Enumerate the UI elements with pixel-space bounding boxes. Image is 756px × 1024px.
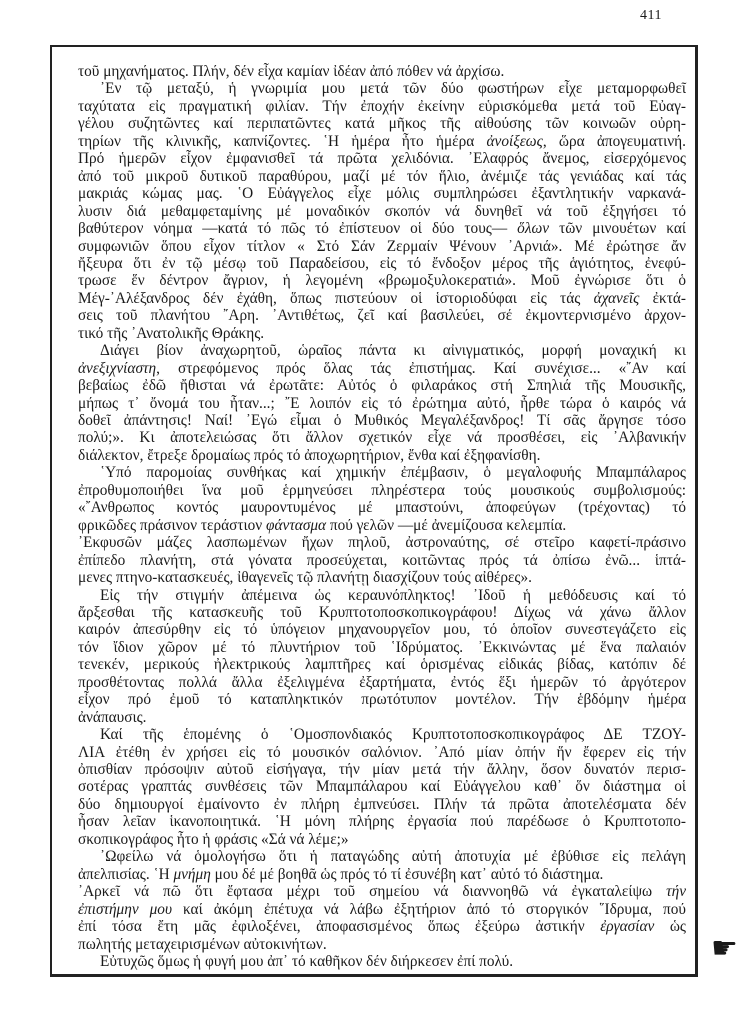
- text-segment: ὀπισθίαν πρόσοψιν αὐτοῦ εἰσήγαγα, τήν μίαν μετά τήν ἄλλην, ὅσον δυνατόν περισ-: [78, 761, 686, 778]
- text-line: [78, 883, 686, 900]
- text-segment: Διάγει βίον ἀναχωρητοῦ, ὡραῖος πάντα κι αἰνιγματικός, μορφή μοναχική κι: [100, 342, 686, 360]
- italic-text: ἐπιστήμην μου: [78, 900, 172, 918]
- italic-text: μνήμη: [173, 865, 211, 883]
- text-line: [78, 517, 686, 534]
- text-segment: τενεκέν, μερικούς ἠλεκτρικούς λαμπτῆρες καί ὁρισμένας εἰδικάς βίδας, κατόπιν δέ: [78, 656, 686, 674]
- text-line: [78, 639, 686, 656]
- text-segment: δοθεῖ ἀπάντησις! Ναί! ᾿Εγώ εἶμαι ὁ Μυθικός Μεγαλέξανδρος! Τί σᾶς ἄργησε τόσο: [78, 412, 686, 429]
- text-segment: τηρίων τῆς κλινικῆς, καπνίζοντες. ῾Η ἡμέρα ἦτο ἡμέρα: [78, 132, 487, 150]
- text-line: [78, 307, 686, 324]
- text-line: [78, 115, 686, 132]
- text-segment: Καί τῆς ἑπομένης ὁ ῾Ομοσπονδιακός Κρυπτοτοποσκοπικογράφος ΔΕ ΤΖΟΥ-: [100, 726, 686, 744]
- pointing-hand-icon: ☛: [711, 931, 738, 966]
- italic-text: τήν: [666, 883, 686, 901]
- text-segment: ἄρξεσθαι τῆς κατασκευῆς τοῦ Κρυπτοτοποσκοπικογράφου! Δίχως νά χάνω ἄλλον: [78, 603, 686, 621]
- page-number: 411: [640, 8, 662, 23]
- text-line: [78, 272, 686, 289]
- italic-text: ἀνοίξεως: [486, 132, 543, 150]
- text-segment: σκοπικογράφος ἦτο ἡ φράσις «Σά νά λέμε;»: [78, 830, 349, 848]
- text-segment: βαθύτερον νόημα —κατά τό πῶς τό ἐπίστευον οἱ δύο τους—: [78, 220, 518, 238]
- text-line: [78, 744, 686, 761]
- text-line: [78, 133, 686, 150]
- text-line: [78, 98, 686, 115]
- italic-text: φάντασμα: [266, 516, 327, 534]
- text-segment: , στρεφόμενος πρός ὅλας τάς ἐπιστήμας. Καί συνέχισε... «῎Αν καί: [156, 359, 686, 377]
- text-line: [78, 621, 686, 638]
- text-line: [78, 499, 686, 516]
- text-line: [78, 360, 686, 377]
- text-segment: πού γελῶν —μέ ἀνεμίζουσα κελεμπία.: [326, 516, 567, 534]
- text-segment: ᾿Εκφυσῶν μάζες λασπωμένων ἤχων πηλοῦ, ἀστροναύτης, σέ στεῖρο καφετί-πράσινο: [78, 534, 686, 552]
- text-segment: σεις τοῦ πλανήτου ῎Αρη. ᾿Αντιθέτως, ζεῖ καί βασιλεύει, σέ ἐκμοντερνισμένο ἀρχον-: [78, 307, 686, 325]
- text-segment: τῶν μινουέτων καί: [549, 220, 686, 238]
- text-line: [78, 447, 686, 464]
- italic-text: ἀνεξιχνίαστη: [78, 359, 157, 377]
- text-segment: ἦσαν λεῖαν ἱκανοποιητικά. ῾Η μόνη πλήρης ἐργασία πού παρέδωσε ὁ Κρυπτοτοπο-: [78, 813, 686, 831]
- text-line: [78, 325, 686, 342]
- text-line: [78, 936, 686, 953]
- text-line: [100, 953, 686, 970]
- text-line: [78, 691, 686, 708]
- text-line: [100, 587, 686, 604]
- text-line: [78, 656, 686, 673]
- text-segment: τόν ἴδιον χῶρον μέ τό πλυντήριον τοῦ ῾Ιδρύματος. ᾿Εκκινώντας μέ ἕνα παλαιόν: [78, 638, 686, 656]
- text-line: [78, 569, 686, 586]
- text-segment: πολύ;». Κι ἀποτελειώσας ὅτι ἄλλον σχετικόν εἶχε νά προσθέσει, εἰς ᾿Αλβανικήν: [78, 429, 686, 447]
- text-segment: διάλεκτον, ἔτρεξε δρομαίως πρός τό ἀποχωρητήριον, ἔνθα καί ἐξηφανίσθη.: [78, 446, 541, 464]
- text-line: [78, 255, 686, 272]
- text-line: [78, 429, 686, 446]
- text-segment: ἀπό τοῦ μικροῦ δυτικοῦ παραθύρου, μαζί μέ τόν ἥλιο, ἀνέμιζε τάς γενιάδας καί τάς: [78, 167, 686, 185]
- text-segment: λυσιν διά μεθαμφεταμίνης μέ μοναδικόν σκοπόν νά δυνηθεῖ νά τοῦ ἐξηγήσει τό: [78, 202, 686, 220]
- text-line: [78, 238, 686, 255]
- text-line: [78, 604, 686, 621]
- text-line: [78, 290, 686, 307]
- text-segment: μου δέ μέ βοηθᾶ ὡς πρός τό τί ἐσυνέβη κατ᾿ αὐτό τό διάστημα.: [210, 865, 604, 883]
- text-line: [100, 848, 686, 865]
- text-segment: συμφωνιῶν ὅπου εἶχον τίτλον « Στό Σάν Ζερμαίν Ψένουν ᾿Αρνιά». Μέ ἐρώτησε ἄν: [78, 237, 686, 255]
- text-line: [78, 918, 686, 935]
- text-line: [100, 726, 686, 743]
- text-segment: Μέγ-᾿Αλέξανδρος δέν ἐχάθη, ὅπως πιστεύουν οἱ ἱστοριοδύφαι εἰς τάς: [78, 289, 594, 307]
- text-segment: Εὐτυχῶς ὅμως ἡ φυγή μου ἀπ᾿ τό καθῆκον δέν διήρκεσεν ἐπί πολύ.: [100, 952, 514, 970]
- text-line: [78, 412, 686, 429]
- text-segment: ἀπελπισίας. ῾Η: [78, 865, 174, 883]
- text-line: [78, 150, 686, 167]
- text-segment: ἤξευρα ὅτι ἐν τῷ μέσῳ τοῦ Παραδείσου, εἰς τό ἔνδοξον μέρος τῆς ἁγιότητος, ἐνεφύ-: [78, 254, 686, 272]
- text-segment: καιρόν ἀπεσύρθην εἰς τό ὑπόγειον μηχανουργεῖον μου, τό ὁποῖον συνεστεγάζετο εἰς: [78, 621, 686, 639]
- text-segment: προσθέτοντας πολλά ἄλλα ἐξελιγμένα ἐξαρτήματα, ἐντός ἕξι ἡμερῶν τό ἀργότερον: [78, 673, 686, 691]
- text-segment: τικό τῆς ᾿Ανατολικῆς Θράκης.: [78, 324, 265, 342]
- text-segment: ῾Υπό παρομοίας συνθήκας καί χημικήν ἐπέμβασιν, ὁ μεγαλοφυής Μπαμπάλαρος: [100, 464, 686, 482]
- text-line: [78, 63, 686, 80]
- text-line: [100, 464, 686, 481]
- text-line: [78, 482, 686, 499]
- text-segment: πωλητής μεταχειρισμένων αὐτοκινήτων.: [78, 935, 327, 953]
- text-segment: μακριάς κώμας μας. ῾Ο Εὐάγγελος εἶχε μόλις συμπληρώσει ἐξαντλητικήν ναρκανά-: [78, 185, 686, 203]
- text-segment: δύο δημιουργοί ἐμαίνοντο ἐν πλήρη ἐμπνεύσει. Πλήν τά πρῶτα ἀποτελέσματα δέν: [78, 795, 686, 813]
- text-segment: τρωσε ἕν δέντρον ἄγριον, ἡ λεγομένη «βρωμοξυλοκερατιά». Μοῦ ἐγνώρισε ὅτι ὁ: [78, 272, 686, 290]
- text-line: [78, 674, 686, 691]
- text-line: [78, 778, 686, 795]
- text-segment: γέλου συζητῶντες καί περιπατῶντες κατά μῆκος τῆς αἰθούσης τῶν κοινωῶν οὐρη-: [78, 115, 686, 133]
- text-segment: ὡς: [654, 918, 686, 936]
- text-segment: ταχύτατα εἰς πραγματική φιλίαν. Τήν ἐποχήν ἐκείνην εὑρισκόμεθα μετά τοῦ Εὐαγ-: [78, 97, 686, 115]
- text-line: [78, 831, 686, 848]
- text-segment: Πρό ἡμερῶν εἶχον ἐμφανισθεῖ τά πρῶτα χελιδόνια. ᾿Ελαφρός ἄνεμος, εἰσερχόμενος: [78, 150, 686, 168]
- text-segment: σοτέρας γραπτάς συνθέσεις τῶν Μπαμπάλαρου καί Εὐάγγελου καθ᾿ ὅν διάστημα οἱ: [78, 778, 686, 796]
- text-segment: μενες πτηνο-κατασκευές, ἰθαγενεῖς τῷ πλανήτῃ διασχίζουν τούς αἰθέρες».: [78, 569, 532, 587]
- text-line: [78, 395, 686, 412]
- text-segment: «῎Ανθρωπος κοντός μαυροντυμένος μέ μπαστούνι, ἀποφεύγων (τρέχοντας) τό: [78, 499, 686, 517]
- text-segment: ἀνάπαυσις.: [78, 708, 147, 726]
- text-line: [78, 761, 686, 778]
- text-segment: εἶχον πρό ἐμοῦ τό καταπληκτικόν πρωτότυπον μοντέλον. Τήν ἑβδόμην ἡμέρα: [78, 691, 686, 709]
- text-segment: ᾿Αρκεῖ νά πῶ ὅτι ἔφτασα μέχρι τοῦ σημείου νά διαννοηθῶ νά ἐγκαταλείψω: [78, 883, 667, 901]
- italic-text: ἀχανεῖς: [593, 289, 640, 307]
- text-line: [78, 813, 686, 830]
- text-line: [100, 80, 686, 97]
- text-line: [78, 901, 686, 918]
- text-line: [78, 552, 686, 569]
- text-segment: ἐπί τόσα ἔτη μᾶς ἐφιλοξένει, ἀποφασισμένος ὅπως ἐξεύρω ἀστικήν: [78, 918, 601, 936]
- text-line: [78, 185, 686, 202]
- text-line: [78, 796, 686, 813]
- text-segment: καί ἀκόμη ἐπέτυχα νά λάβω ἐξητήριον ἀπό τό στοργικόν ῞Ιδρυμα, πού: [171, 900, 686, 918]
- text-line: [78, 709, 686, 726]
- text-line: [78, 866, 686, 883]
- text-segment: φρικῶδες πράσινον τεράστιον: [78, 516, 267, 534]
- text-segment: βεβαίως ἐδῶ ἤθισται νά ἐρωτᾶτε: Αὐτός ὁ φιλαράκος στή Σπηλιά τῆς Μουσικῆς,: [78, 377, 686, 395]
- text-line: [78, 377, 686, 394]
- text-segment: ἐκτά-: [639, 289, 686, 307]
- text-segment: , ὥρα ἀπογευματινή.: [542, 132, 686, 150]
- text-segment: ᾿Ωφείλω νά ὁμολογήσω ὅτι ἡ παταγώδης αὐτή ἀποτυχία μέ ἐβύθισε εἰς πελάγη: [100, 848, 686, 866]
- text-segment: ᾿Εν τῷ μεταξύ, ἡ γνωριμία μου μετά τῶν δύο φωστήρων εἶχε μεταμορφωθεῖ: [100, 80, 686, 98]
- text-line: [78, 220, 686, 237]
- text-line: [100, 342, 686, 359]
- text-segment: ἐπίπεδο πλανήτη, στά γόνατα προσεύχεται, κοιτῶντας πρός τά ὀπίσω ἐνῶ... ἱπτά-: [78, 551, 686, 569]
- text-segment: τοῦ μηχανήματος. Πλήν, δέν εἶχα καμίαν ἰδέαν ἀπό πόθεν νά ἀρχίσω.: [78, 63, 505, 80]
- text-segment: μήπως τ᾿ ὄνομά του ἦταν...; ῎Ε λοιπόν εἰς τό ἐρώτημα αὐτό, ἦρθε τώρα ὁ καιρός νά: [78, 394, 686, 412]
- text-segment: Εἰς τήν στιγμήν ἀπέμεινα ὡς κεραυνόπληκτος! ᾿Ιδοῦ ἡ μεθόδευσις καί τό: [100, 586, 686, 604]
- text-line: [78, 534, 686, 551]
- text-line: [78, 203, 686, 220]
- text-line: [78, 168, 686, 185]
- italic-text: ὅλων: [517, 220, 550, 238]
- italic-text: ἐργασίαν: [600, 918, 655, 936]
- text-segment: ἐπροθυμοποιήθει ἵνα μοῦ ἑρμηνεύσει πληρέστερα τούς μουσικούς συμβολισμούς:: [78, 481, 686, 499]
- text-segment: ΛΙΑ ἐτέθη ἐν χρήσει εἰς τό μουσικόν σαλόνιον. ᾿Από μίαν ὀπήν ἥν ἔφερεν εἰς τήν: [78, 743, 686, 761]
